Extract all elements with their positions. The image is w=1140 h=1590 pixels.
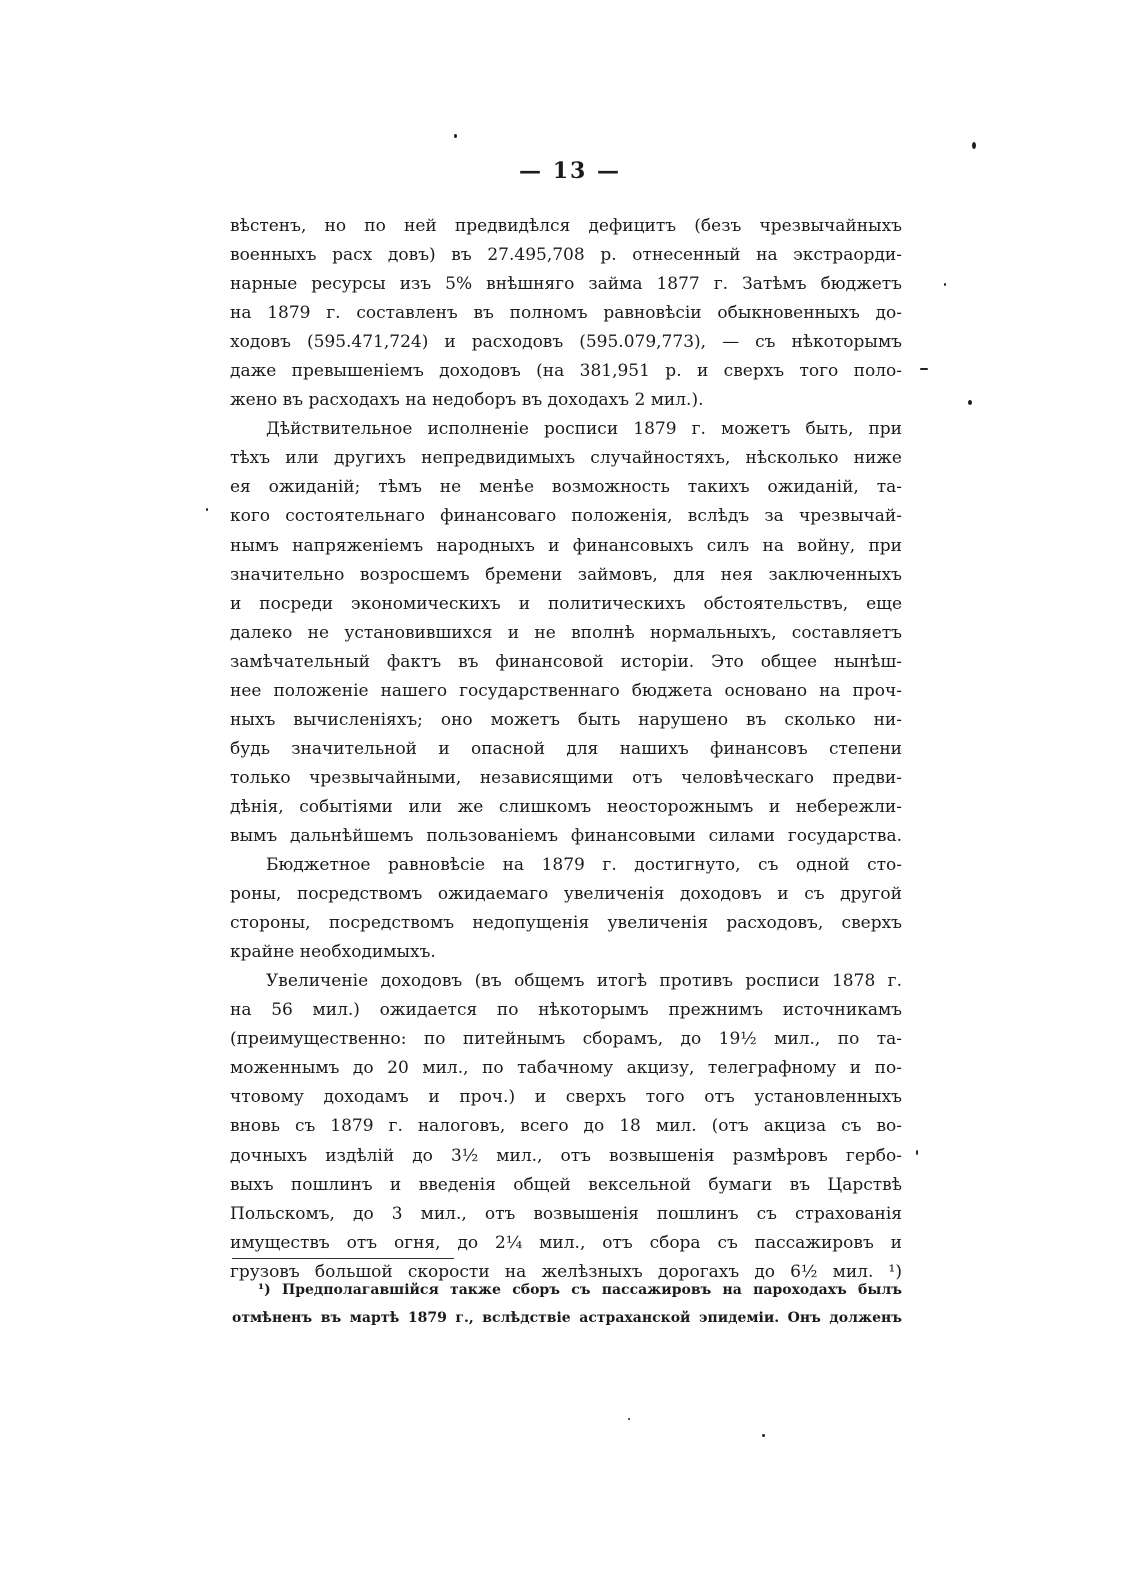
text-line: ныхъ вычисленіяхъ; оно можетъ быть нарушено въ сколько ни-	[230, 709, 902, 730]
text-line: на 1879 г. составленъ въ полномъ равновѣсіи обыкновенныхъ до-	[230, 303, 902, 324]
scan-speck	[454, 134, 457, 138]
text-line: Польскомъ, до 3 мил., отъ возвышенія пошлинъ съ страхованія	[230, 1203, 902, 1224]
scan-speck	[968, 400, 972, 405]
text-line: жено въ расходахъ на недоборъ въ доходахъ 2 мил.).	[230, 390, 704, 411]
text-line: и посреди экономическихъ и политическихъ обстоятельствъ, еще	[230, 593, 902, 614]
text-line: моженнымъ до 20 мил., по табачному акцизу, телеграфному и по-	[230, 1058, 902, 1079]
footnote-line: отмѣненъ въ мартѣ 1879 г., вслѣдствіе астраханской эпидеміи. Онъ долженъ	[232, 1310, 902, 1326]
text-line: тѣхъ или другихъ непредвидимыхъ случайностяхъ, нѣсколько ниже	[230, 448, 902, 469]
text-line: замѣчательный фактъ въ финансовой исторіи. Это общее нынѣш-	[230, 651, 902, 672]
text-line: кого состоятельнаго финансоваго положенія, вслѣдъ за чрезвычай-	[230, 506, 902, 527]
text-line: ходовъ (595.471,724) и расходовъ (595.079,773), — съ нѣкоторымъ	[230, 332, 902, 353]
paragraph-start-line: Бюджетное равновѣсіе на 1879 г. достигнуто, съ одной сто-	[266, 855, 902, 876]
text-line: будь значительной и опасной для нашихъ финансовъ степени	[230, 738, 902, 759]
text-line: только чрезвычайными, независящими отъ человѣческаго предви-	[230, 767, 902, 788]
footnote-separator	[232, 1258, 454, 1259]
scan-speck	[762, 1434, 765, 1437]
text-line: стороны, посредствомъ недопущенія увеличенія расходовъ, сверхъ	[230, 913, 902, 934]
text-line: дочныхъ издѣлій до 3½ мил., отъ возвышенія размѣровъ гербо-	[230, 1145, 902, 1166]
scan-speck	[916, 1150, 918, 1155]
body-text	[230, 212, 902, 1287]
text-line: военныхъ расх довъ) въ 27.495,708 р. отнесенный на экстраорди-	[230, 245, 902, 266]
text-line: на 56 мил.) ожидается по нѣкоторымъ прежнимъ источникамъ	[230, 1000, 902, 1021]
scan-speck	[206, 508, 208, 511]
scan-speck	[944, 283, 946, 286]
text-line: имуществъ отъ огня, до 2¼ мил., отъ сбора съ пассажировъ и	[230, 1232, 902, 1253]
paragraph-start-line: Дѣйствительное исполненіе росписи 1879 г. можетъ быть, при	[266, 419, 902, 440]
text-line: нарные ресурсы изъ 5% внѣшняго займа 1877 г. Затѣмъ бюджетъ	[230, 274, 902, 295]
scan-speck	[972, 142, 976, 149]
text-line: ея ожиданій; тѣмъ не менѣе возможность такихъ ожиданій, та-	[230, 477, 902, 498]
text-line: даже превышеніемъ доходовъ (на 381,951 р. и сверхъ того поло-	[230, 361, 902, 382]
text-line: вымъ дальнѣйшемъ пользованіемъ финансовыми силами государства.	[230, 825, 902, 846]
text-line: чтовому доходамъ и проч.) и сверхъ того отъ установленныхъ	[230, 1087, 902, 1108]
scan-speck	[920, 368, 928, 370]
text-line: выхъ пошлинъ и введенія общей вексельной бумаги въ Царствѣ	[230, 1174, 902, 1195]
text-line: крайне необходимыхъ.	[230, 942, 436, 963]
text-line: нее положеніе нашего государственнаго бюджета основано на проч-	[230, 680, 902, 701]
scan-speck	[628, 1418, 630, 1420]
text-line: дѣнія, событіями или же слишкомъ неосторожнымъ и небережли-	[230, 796, 902, 817]
text-line: роны, посредствомъ ожидаемаго увеличенія доходовъ и съ другой	[230, 884, 902, 905]
text-line: далеко не установившихся и не вполнѣ нормальныхъ, составляетъ	[230, 622, 902, 643]
text-line: грузовъ большой скорости на желѣзныхъ дорогахъ до 6½ мил. ¹)	[230, 1261, 902, 1282]
text-line: вѣстенъ, но по ней предвидѣлся дефицитъ (безъ чрезвычайныхъ	[230, 216, 902, 236]
text-line: (преимущественно: по питейнымъ сборамъ, до 19½ мил., по та-	[230, 1029, 902, 1050]
footnote-line: ¹) Предполагавшійся также сборъ съ пассажировъ на пароходахъ былъ	[258, 1282, 902, 1298]
footnote	[232, 1276, 902, 1332]
paragraph-start-line: Увеличеніе доходовъ (въ общемъ итогѣ противъ росписи 1878 г.	[266, 971, 902, 992]
text-line: значительно возросшемъ бремени займовъ, для нея заключенныхъ	[230, 564, 902, 585]
page-number: — 13 —	[519, 158, 621, 184]
text-line: вновь съ 1879 г. налоговъ, всего до 18 мил. (отъ акциза съ во-	[230, 1116, 902, 1137]
text-line: нымъ напряженіемъ народныхъ и финансовыхъ силъ на войну, при	[230, 535, 902, 556]
